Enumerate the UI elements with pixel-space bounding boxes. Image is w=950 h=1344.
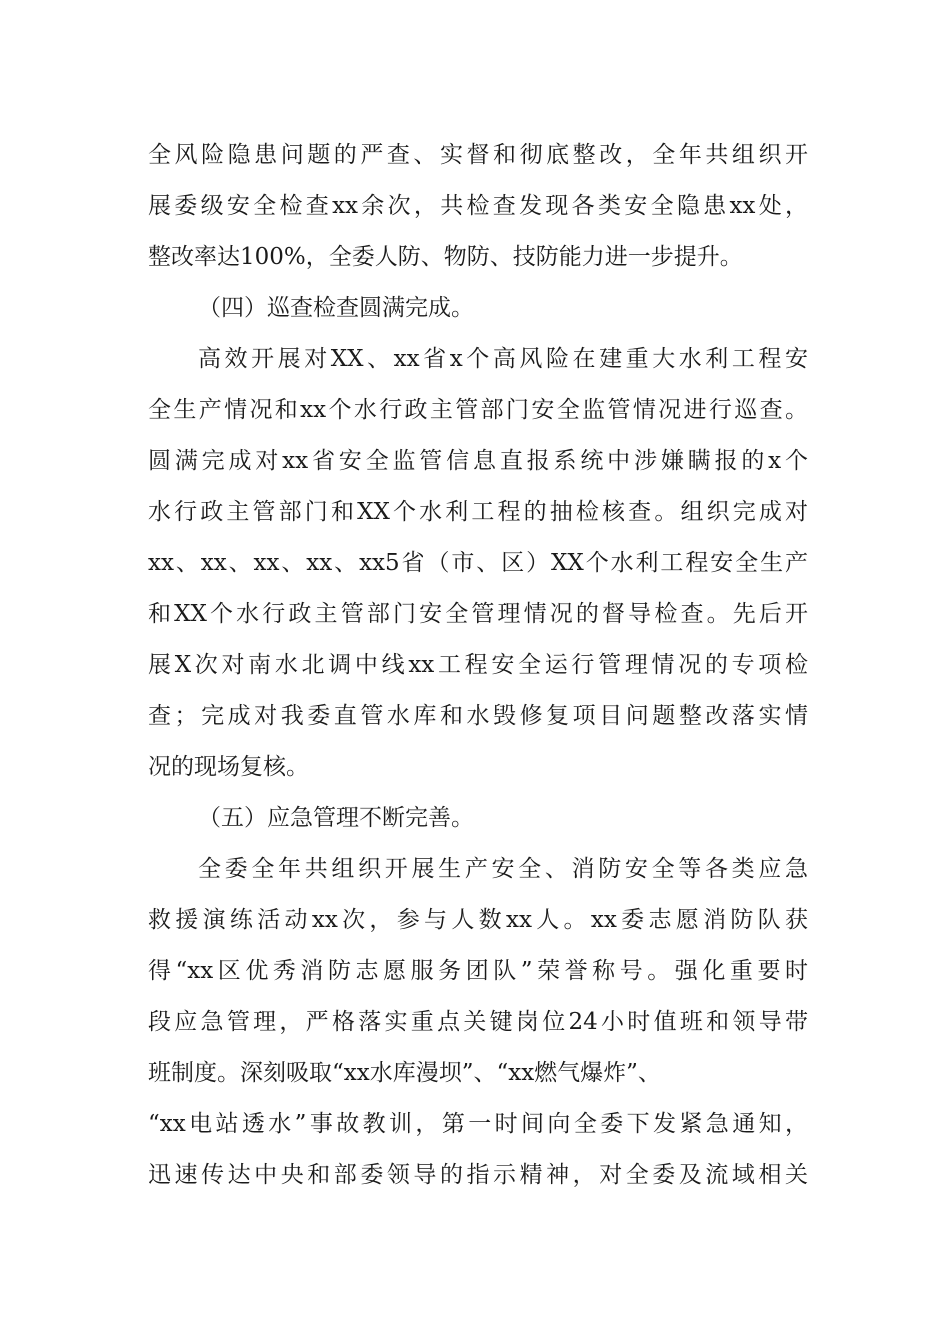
paragraph-line: 全委全年共组织开展生产安全、消防安全等各类应急 <box>198 856 808 882</box>
paragraph-line: 迅速传达中央和部委领导的指示精神，对全委及流域相关 <box>148 1162 808 1188</box>
paragraph-line: 整改率达100%，全委人防、物防、技防能力进一步提升。 <box>148 244 743 270</box>
paragraph-line: 救援演练活动xx次，参与人数xx人。xx委志愿消防队获 <box>148 907 808 933</box>
paragraph-line: 查；完成对我委直管水库和水毁修复项目问题整改落实情 <box>148 703 808 729</box>
section-heading-5: （五）应急管理不断完善。 <box>198 805 474 831</box>
paragraph-line: 得“xx区优秀消防志愿服务团队”荣誉称号。强化重要时 <box>148 958 808 984</box>
paragraph-line: 全生产情况和xx个水行政主管部门安全监管情况进行巡查。 <box>148 397 808 423</box>
paragraph-line: 况的现场复核。 <box>148 754 309 780</box>
paragraph-line: 展X次对南水北调中线xx工程安全运行管理情况的专项检 <box>148 652 808 678</box>
paragraph-line: 段应急管理，严格落实重点关键岗位24小时值班和领导带 <box>148 1009 808 1035</box>
paragraph-line: 展委级安全检查xx余次，共检查发现各类安全隐患xx处， <box>148 193 808 219</box>
paragraph-line: xx、xx、xx、xx、xx5省（市、区）XX个水利工程安全生产 <box>148 550 808 576</box>
paragraph-line: 全风险隐患问题的严查、实督和彻底整改，全年共组织开 <box>148 142 808 168</box>
paragraph-line: 水行政主管部门和XX个水利工程的抽检核查。组织完成对 <box>148 499 808 525</box>
paragraph-line: 圆满完成对xx省安全监管信息直报系统中涉嫌瞒报的x个 <box>148 448 808 474</box>
paragraph-line: 和XX个水行政主管部门安全管理情况的督导检查。先后开 <box>148 601 808 627</box>
paragraph-line: “xx电站透水”事故教训，第一时间向全委下发紧急通知， <box>148 1111 808 1137</box>
section-heading-4: （四）巡查检查圆满完成。 <box>198 295 474 321</box>
paragraph-line: 班制度。深刻吸取“xx水库漫坝”、“xx燃气爆炸”、 <box>148 1060 661 1086</box>
document-body <box>148 130 808 1201</box>
paragraph-line: 高效开展对XX、xx省x个高风险在建重大水利工程安 <box>198 346 808 372</box>
